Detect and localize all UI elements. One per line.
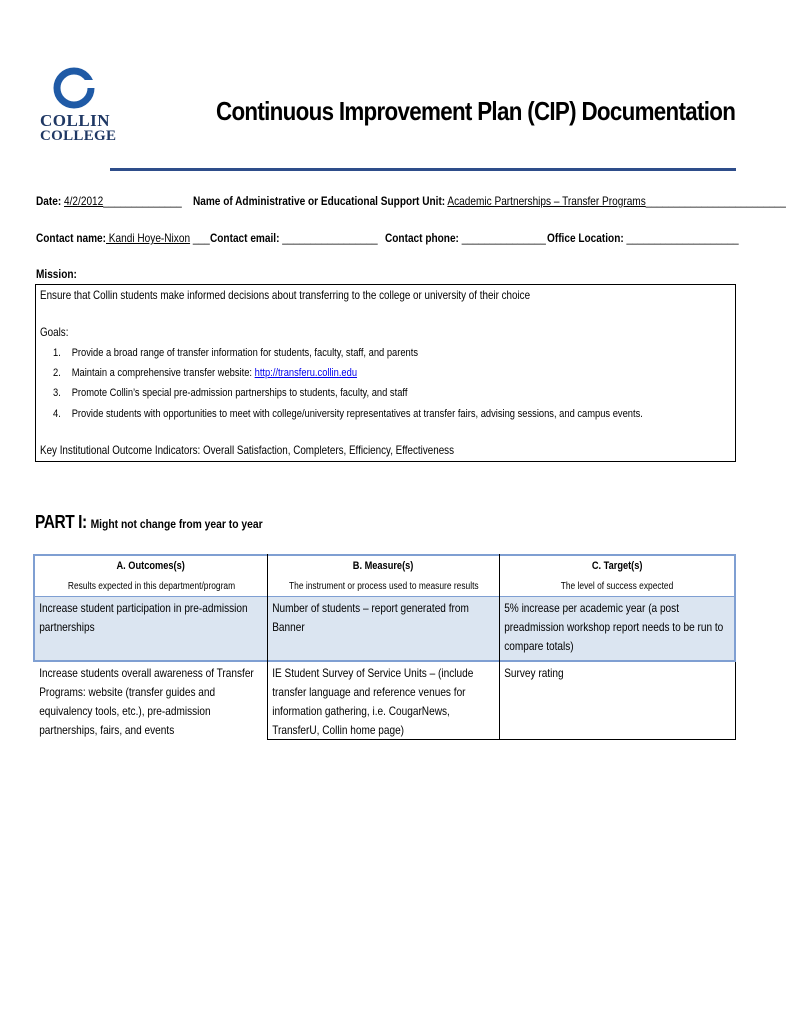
table-cell: Number of students – report generated from Banner [268,597,499,660]
mission-statement: Ensure that Collin students make informed decisions about transferring to the college or university of their choice [40,288,531,302]
contact-phone-label: Contact phone: [385,231,459,245]
goals-label: Goals: [40,325,69,339]
contact-name-blank: ___ [192,231,210,245]
table-cell: Survey rating [504,666,564,680]
part-1-heading [35,512,263,533]
unit-value: Academic Partnerships – Transfer Programs [447,194,646,208]
column-header-outcomes: A. Outcomes(s) [116,560,186,572]
contact-phone [385,231,546,245]
contact-email-blank: _________________ [282,231,378,245]
cip-table [33,554,736,740]
column-header-measures: B. Measure(s) [353,560,414,572]
transfer-website-link[interactable]: http://transferu.collin.edu [254,367,358,379]
goal-item: 4. Provide students with opportunities to meet with college/university representatives at transfer fairs, advising sessions, and campus events. [53,408,643,420]
table-divider [267,739,736,740]
document-title: Continuous Improvement Plan (CIP) Documentation [216,96,736,126]
unit-label: Name of Administrative or Educational Support Unit: [192,194,446,208]
header-row-2 [36,231,210,245]
column-header-targets: C. Target(s) [591,560,643,572]
date-value: 4/2/2012 [64,194,104,208]
table-divider [735,662,736,740]
collin-college-logo [40,66,118,144]
logo-line1: COLLIN [40,111,111,130]
table-divider [499,554,500,740]
goal-item: 2. Maintain a comprehensive transfer website: http://transferu.collin.edu [53,367,358,379]
part-1-subtitle: Might not change from year to year [90,517,263,531]
table-cell: IE Student Survey of Service Units – (include transfer language and reference venues for information gathering, i.e. CougarNews, TransferU, Collin home page) [272,666,474,737]
title-rule [110,168,736,171]
office-location [547,231,739,245]
header-row-1 [36,194,786,208]
collin-logo-icon [52,66,96,110]
contact-email [210,231,378,245]
goal-item: 3. Promote Collin’s special pre-admission partnerships to students, faculty, and staff [53,387,408,399]
contact-phone-blank: _______________ [461,231,546,245]
table-cell: Increase students overall awareness of Transfer Programs: website (transfer guides and equivalency tools, etc.), pre-admission partnerships, fairs, and events [39,666,254,737]
column-sub-outcomes: Results expected in this department/program [67,581,235,592]
table-divider [35,596,734,597]
logo-line2: COLLEGE [40,128,117,144]
date-label: Date: [36,194,62,208]
part-1-title: PART I: [35,512,87,532]
column-sub-targets: The level of success expected [560,581,674,592]
goal-item: 1. Provide a broad range of transfer information for students, faculty, staff, and parents [53,347,419,359]
table-cell: Increase student participation in pre-admission partnerships [35,597,267,660]
contact-name-label: Contact name: [36,231,107,245]
contact-email-label: Contact email: [210,231,280,245]
date-blank: ______________ [103,194,182,208]
column-sub-measures: The instrument or process used to measure results [288,581,479,592]
office-label: Office Location: [547,231,624,245]
unit-blank: _________________________ [645,194,786,208]
mission-label: Mission: [36,267,77,281]
table-divider [267,554,268,740]
office-blank: ____________________ [626,231,739,245]
contact-name-value: Kandi Hoye-Nixon [106,231,191,245]
outcome-indicators: Key Institutional Outcome Indicators: Overall Satisfaction, Completers, Efficiency, Effectiveness [40,443,455,457]
table-cell: 5% increase per academic year (a post preadmission workshop report needs to be run to compare totals) [500,597,734,660]
mission-box [35,284,736,462]
